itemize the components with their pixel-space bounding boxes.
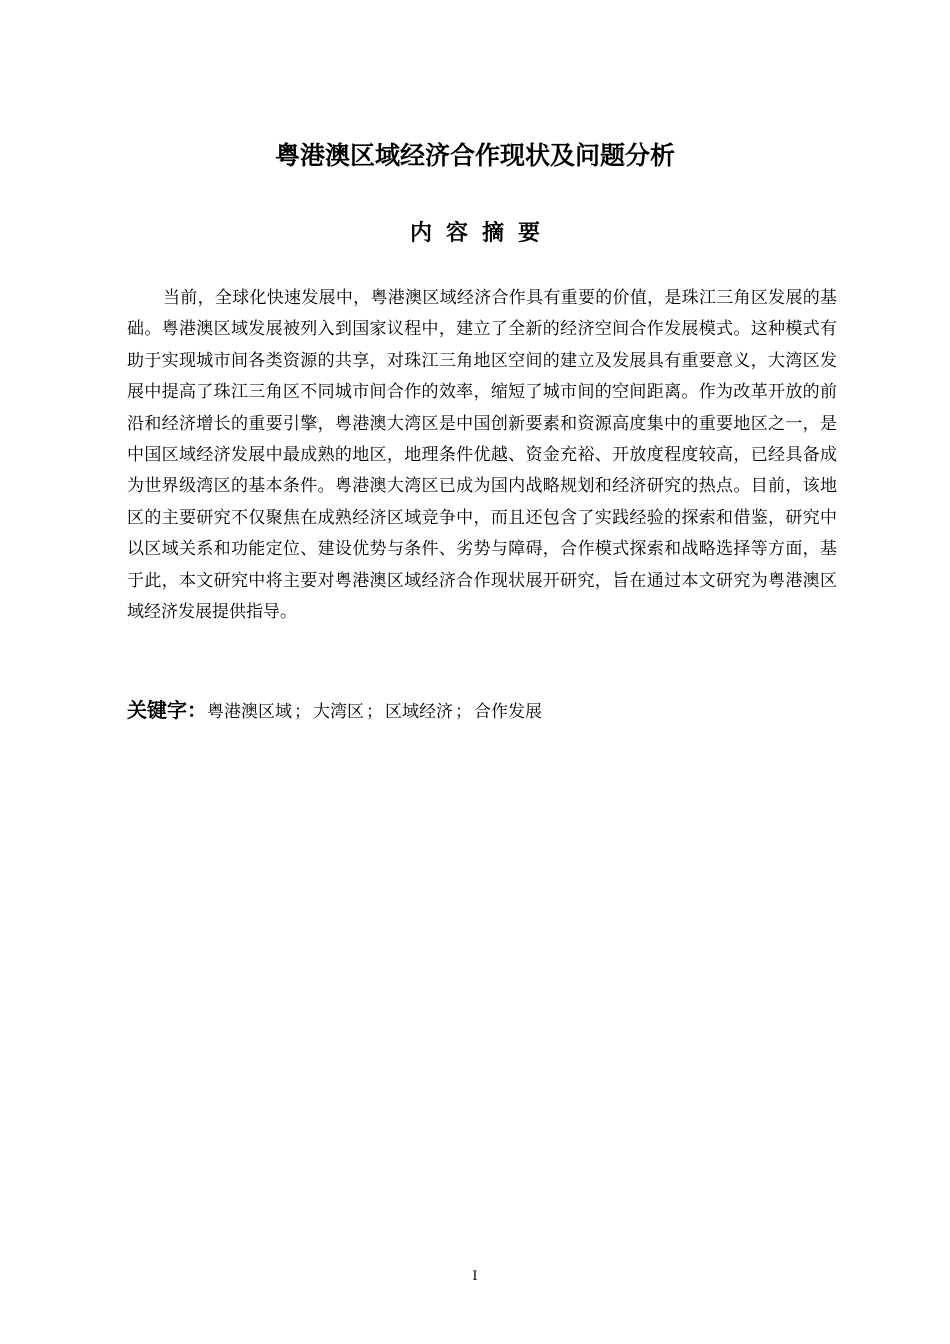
keyword-item: 区域经济 (385, 702, 453, 722)
abstract-heading: 内容摘要 (409, 221, 554, 246)
keywords-label: 关键字： (127, 698, 207, 722)
keyword-item: 粤港澳区域 (207, 702, 292, 722)
keyword-separator: ； (294, 702, 311, 722)
page-number: I (472, 1269, 478, 1284)
keyword-item: 大湾区 (313, 702, 364, 722)
abstract-body: 当前，全球化快速发展中，粤港澳区域经济合作具有重要的价值，是珠江三角区发展的基础。粤港澳区域发展被列入到国家议程中，建立了全新的经济空间合作发展模式。这种模式有助于实现城市间各类资源的共享，对珠江三角地区空间的建立及发展具有重要意义，大湾区发展中提高了珠江三角区不同城市间合作的效率，缩短了城市间的空间距离。作为改革开放的前沿和经济增长的重要引擎，粤港澳大湾区是中国创新要素和资源高度集中的重要地区之一，是中国区域经济发展中最成熟的地区，地理条件优越、资金充裕、开放度程度较高，已经具备成为世界级湾区的基本条件。粤港澳大湾区已成为国内战略规划和经济研究的热点。目前，该地区的主要研究不仅聚焦在成熟经济区域竞争中，而且还包含了实践经验的探索和借鉴，研究中以区域关系和功能定位、建设优势与条件、劣势与障碍，合作模式探索和战略选择等方面，基于此，本文研究中将主要对粤港澳区域经济合作现状展开研究，旨在通过本文研究为粤港澳区域经济发展提供指导。 (127, 288, 837, 623)
keywords-line (127, 694, 837, 728)
keyword-item: 合作发展 (474, 702, 542, 722)
keyword-separator: ； (455, 702, 472, 722)
page-title: 粤港澳区域经济合作现状及问题分析 (274, 141, 675, 170)
keyword-separator: ； (366, 702, 383, 722)
